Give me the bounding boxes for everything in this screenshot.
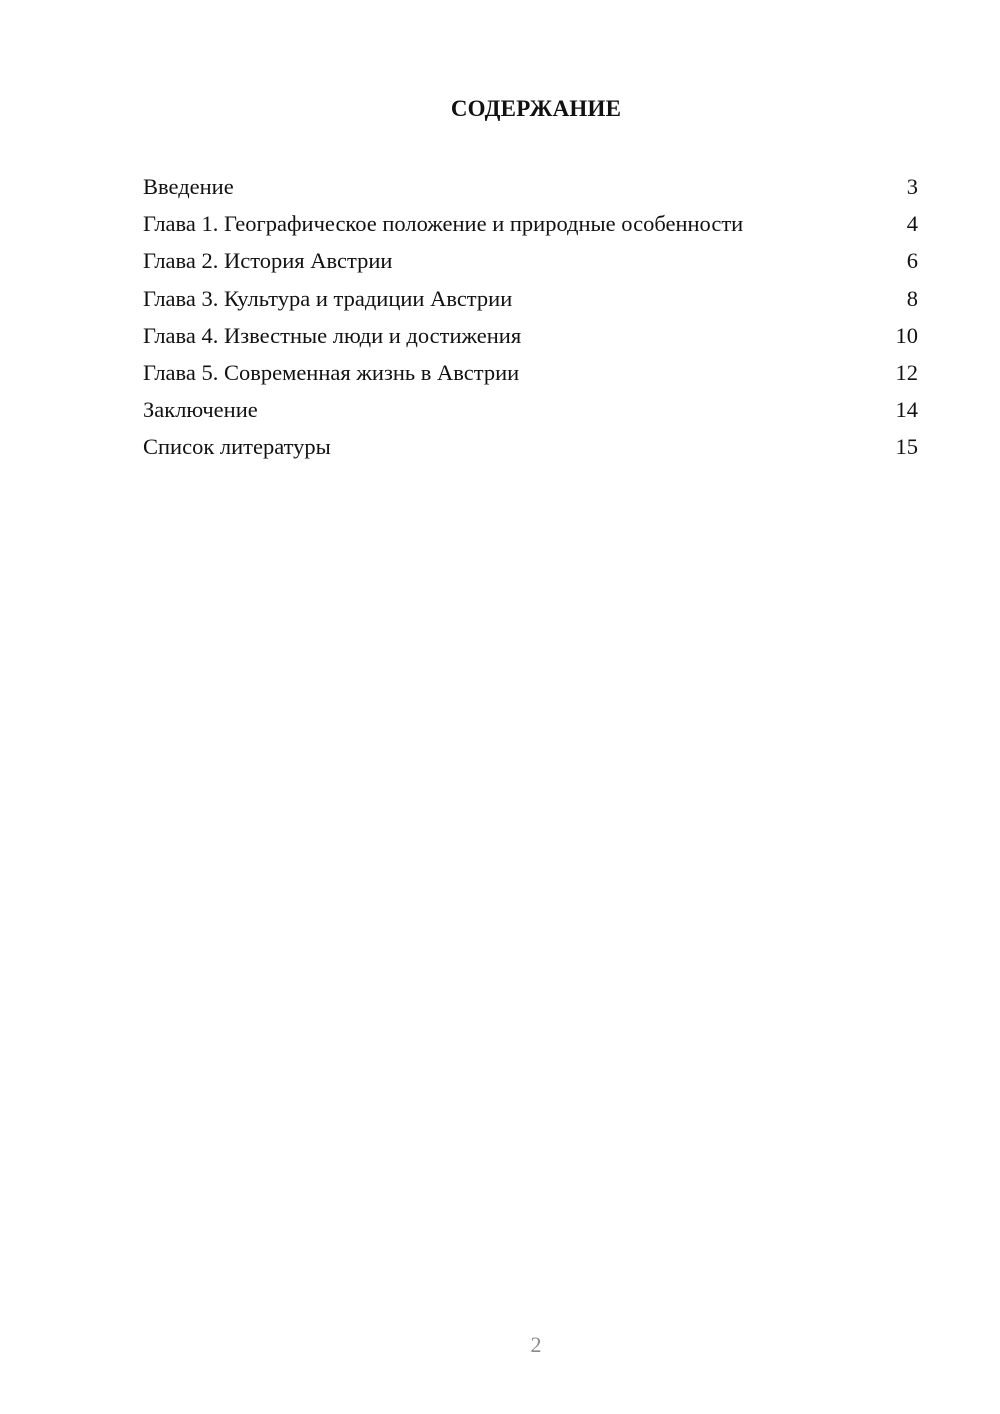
page-number-footer: 2 <box>530 1332 542 1357</box>
toc-page-number: 15 <box>895 434 918 460</box>
toc-row-chapter-4[interactable] <box>143 317 918 354</box>
toc-page-number: 4 <box>906 211 918 237</box>
toc-row-references[interactable] <box>143 428 918 465</box>
toc-page-number: 3 <box>906 174 918 199</box>
toc-label: Введение <box>143 174 234 199</box>
toc-label: Заключение <box>143 397 258 423</box>
toc-page-number: 10 <box>895 322 918 348</box>
toc-row-introduction[interactable] <box>143 168 918 205</box>
toc-label: Глава 3. Культура и традиции Австрии <box>143 285 513 311</box>
toc-row-chapter-2[interactable] <box>143 242 918 279</box>
toc-page-number: 12 <box>895 359 918 385</box>
toc-page-number: 8 <box>906 285 918 311</box>
toc-row-chapter-3[interactable] <box>143 280 918 317</box>
toc-label: Глава 4. Известные люди и достижения <box>143 322 522 348</box>
toc-row-chapter-5[interactable] <box>143 354 918 391</box>
table-of-contents <box>143 168 918 466</box>
toc-label: Глава 5. Современная жизнь в Австрии <box>143 359 520 385</box>
toc-page-number: 14 <box>895 397 918 423</box>
toc-page-number: 6 <box>906 248 918 274</box>
toc-label: Глава 2. История Австрии <box>143 248 393 274</box>
toc-label: Глава 1. Географическое положение и природные особенности <box>143 211 744 237</box>
toc-row-conclusion[interactable] <box>143 391 918 428</box>
page-title: СОДЕРЖАНИЕ <box>450 96 622 121</box>
toc-row-chapter-1[interactable] <box>143 205 918 242</box>
toc-label: Список литературы <box>143 434 331 460</box>
